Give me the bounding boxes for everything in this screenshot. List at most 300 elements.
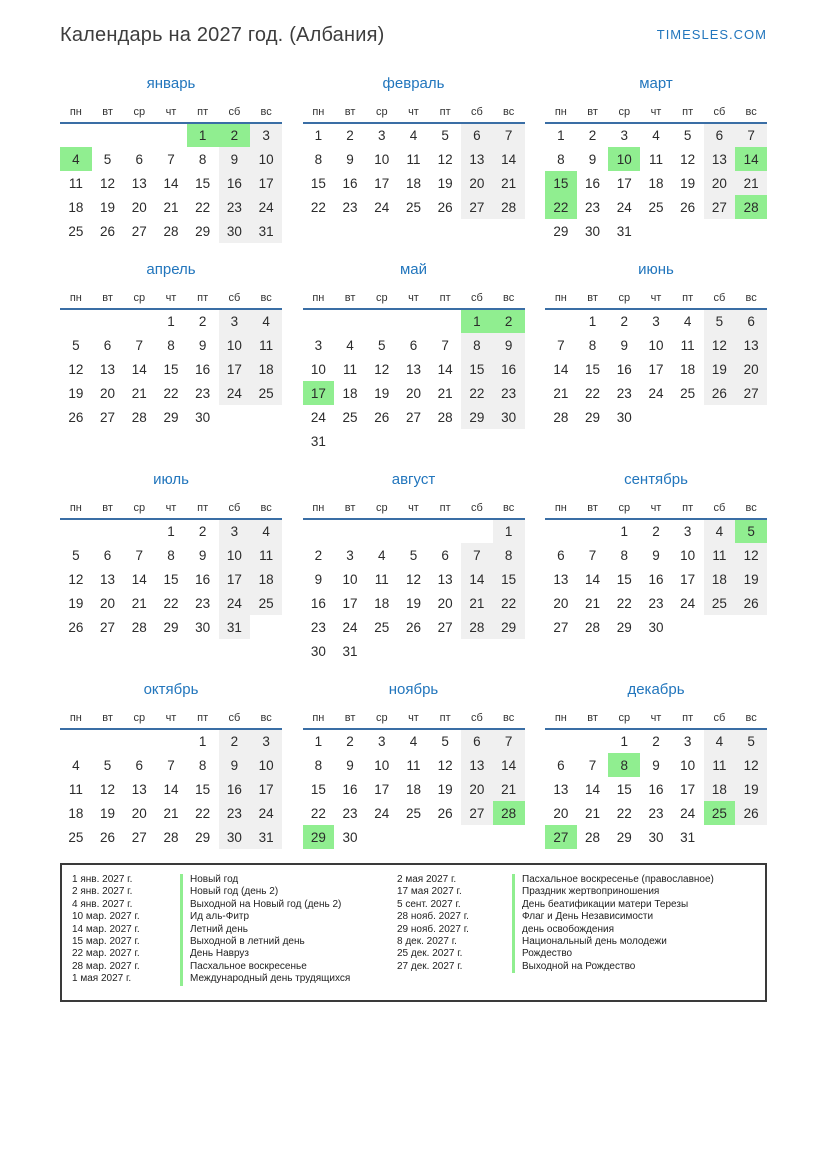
day-cell: 7 bbox=[557, 337, 565, 353]
day-cell: 23 bbox=[648, 805, 664, 821]
day-cell: 17 bbox=[616, 175, 632, 191]
week-row bbox=[545, 195, 767, 219]
day-cell: 3 bbox=[314, 337, 323, 353]
empty-cell bbox=[303, 309, 335, 333]
day-cell: 8 bbox=[314, 151, 323, 167]
months-grid bbox=[60, 75, 767, 849]
empty-cell bbox=[60, 519, 92, 543]
weekday-header: ср bbox=[123, 497, 155, 519]
day-cell: 28 bbox=[163, 829, 179, 845]
day-cell: 30 bbox=[585, 223, 601, 239]
weekday-header: чт bbox=[398, 707, 430, 729]
day-cell: 6 bbox=[135, 151, 144, 167]
day-cell: 11 bbox=[680, 337, 695, 353]
day-cell: 15 bbox=[195, 781, 211, 797]
day-cell: 25 bbox=[405, 199, 421, 215]
legend-date: 29 нояб. 2027 г. bbox=[397, 923, 469, 935]
day-cell: 27 bbox=[704, 195, 736, 219]
month-апрель bbox=[60, 261, 282, 429]
month-декабрь bbox=[545, 681, 767, 849]
weekday-header: пн bbox=[545, 707, 577, 729]
day-cell: 11 bbox=[704, 543, 736, 567]
day-cell: 20 bbox=[437, 595, 453, 611]
day-cell: 24 bbox=[250, 801, 282, 825]
week-row bbox=[60, 777, 282, 801]
week-row bbox=[60, 591, 282, 615]
weekday-header: пн bbox=[60, 497, 92, 519]
month-август bbox=[303, 471, 525, 663]
day-cell: 6 bbox=[461, 729, 493, 753]
day-cell: 29 bbox=[195, 223, 211, 239]
empty-cell bbox=[398, 309, 430, 333]
day-cell: 17 bbox=[374, 175, 390, 191]
day-cell: 5 bbox=[735, 519, 767, 543]
day-cell: 22 bbox=[310, 199, 326, 215]
weekday-header: ср bbox=[608, 707, 640, 729]
day-cell: 18 bbox=[405, 175, 421, 191]
legend-holiday-name: Выходной на Рождество bbox=[512, 961, 635, 973]
day-cell: 2 bbox=[620, 314, 629, 329]
day-cell: 21 bbox=[553, 385, 569, 401]
week-row bbox=[545, 801, 767, 825]
empty-cell bbox=[735, 825, 767, 849]
day-cell: 23 bbox=[310, 619, 326, 635]
day-cell: 13 bbox=[553, 571, 569, 587]
day-cell: 22 bbox=[310, 805, 326, 821]
weekday-header: пн bbox=[60, 707, 92, 729]
day-cell: 27 bbox=[735, 381, 767, 405]
day-cell: 27 bbox=[461, 801, 493, 825]
day-cell: 31 bbox=[616, 223, 632, 239]
weekday-header: вт bbox=[334, 497, 366, 519]
legend-date: 4 янв. 2027 г. bbox=[72, 898, 133, 910]
day-cell: 17 bbox=[680, 571, 696, 587]
week-row bbox=[545, 333, 767, 357]
day-cell: 30 bbox=[342, 829, 358, 845]
legend-holiday-name: Ид аль-Фитр bbox=[180, 911, 249, 923]
day-cell: 20 bbox=[131, 199, 147, 215]
day-cell: 17 bbox=[342, 595, 358, 611]
day-cell: 27 bbox=[437, 619, 453, 635]
weekday-header: пт bbox=[187, 707, 219, 729]
day-cell: 31 bbox=[342, 643, 358, 659]
day-cell: 13 bbox=[461, 147, 493, 171]
day-cell: 24 bbox=[374, 199, 390, 215]
day-cell: 15 bbox=[195, 175, 211, 191]
day-cell: 19 bbox=[437, 175, 453, 191]
day-cell: 18 bbox=[250, 567, 282, 591]
day-cell: 7 bbox=[493, 123, 525, 147]
month-grid bbox=[303, 497, 525, 663]
day-cell: 14 bbox=[437, 361, 453, 377]
day-cell: 28 bbox=[493, 801, 525, 825]
weekday-header: пн bbox=[303, 287, 335, 309]
day-cell: 9 bbox=[588, 151, 597, 167]
day-cell: 19 bbox=[437, 781, 453, 797]
week-row bbox=[60, 219, 282, 243]
day-cell: 3 bbox=[683, 524, 692, 539]
day-cell: 22 bbox=[585, 385, 601, 401]
empty-cell bbox=[366, 639, 398, 663]
day-cell: 20 bbox=[405, 385, 421, 401]
day-cell: 2 bbox=[652, 524, 660, 539]
day-cell: 22 bbox=[461, 381, 493, 405]
day-cell: 6 bbox=[103, 547, 112, 563]
weekday-header: пт bbox=[187, 287, 219, 309]
day-cell: 1 bbox=[198, 734, 207, 749]
weekday-header: сб bbox=[461, 497, 493, 519]
empty-cell bbox=[398, 639, 430, 663]
legend-date: 10 мар. 2027 г. bbox=[72, 911, 140, 923]
day-cell: 16 bbox=[219, 171, 251, 195]
day-cell: 7 bbox=[441, 337, 449, 353]
day-cell: 17 bbox=[648, 361, 664, 377]
month-grid bbox=[60, 101, 282, 243]
month-ноябрь bbox=[303, 681, 525, 849]
empty-cell bbox=[577, 519, 609, 543]
day-cell: 14 bbox=[461, 567, 493, 591]
day-cell: 29 bbox=[616, 619, 632, 635]
empty-cell bbox=[493, 639, 525, 663]
day-cell: 25 bbox=[704, 801, 736, 825]
day-cell: 26 bbox=[680, 199, 696, 215]
day-cell: 22 bbox=[163, 385, 179, 401]
weekday-header: вт bbox=[334, 101, 366, 123]
month-title: октябрь bbox=[143, 681, 199, 698]
legend-holiday-name: Новый год (день 2) bbox=[180, 886, 278, 898]
day-cell: 27 bbox=[545, 825, 577, 849]
day-cell: 14 bbox=[493, 147, 525, 171]
day-cell: 16 bbox=[195, 361, 211, 377]
day-cell: 15 bbox=[163, 361, 179, 377]
day-cell: 22 bbox=[545, 195, 577, 219]
day-cell: 9 bbox=[314, 571, 323, 587]
weekday-header: чт bbox=[640, 101, 672, 123]
day-cell: 31 bbox=[680, 829, 696, 845]
day-cell: 12 bbox=[680, 151, 696, 167]
week-row bbox=[303, 753, 525, 777]
day-cell: 22 bbox=[616, 595, 632, 611]
weekday-header: сб bbox=[219, 497, 251, 519]
empty-cell bbox=[123, 309, 155, 333]
weekday-header: вт bbox=[92, 287, 124, 309]
month-title: август bbox=[391, 471, 436, 488]
day-cell: 5 bbox=[378, 337, 386, 353]
day-cell: 1 bbox=[167, 524, 175, 539]
day-cell: 14 bbox=[163, 175, 179, 191]
weekday-header: чт bbox=[398, 497, 430, 519]
month-июнь bbox=[545, 261, 767, 429]
day-cell: 30 bbox=[648, 829, 664, 845]
week-row bbox=[303, 357, 525, 381]
day-cell: 7 bbox=[135, 337, 144, 353]
day-cell: 25 bbox=[250, 381, 282, 405]
site-link[interactable]: TIMESLES.COM bbox=[656, 27, 767, 42]
day-cell: 7 bbox=[167, 151, 175, 167]
week-row bbox=[303, 195, 525, 219]
day-cell: 5 bbox=[441, 734, 449, 749]
day-cell: 2 bbox=[652, 734, 660, 749]
weekday-header: вс bbox=[493, 497, 525, 519]
day-cell: 12 bbox=[100, 781, 116, 797]
weekday-header: сб bbox=[461, 101, 493, 123]
empty-cell bbox=[366, 825, 398, 849]
month-grid bbox=[303, 101, 525, 219]
day-cell: 4 bbox=[409, 128, 418, 143]
day-cell: 27 bbox=[131, 829, 147, 845]
day-cell: 24 bbox=[310, 409, 326, 425]
weekday-header: вс bbox=[735, 707, 767, 729]
empty-cell bbox=[640, 405, 672, 429]
day-cell: 19 bbox=[680, 175, 696, 191]
day-cell: 2 bbox=[219, 123, 251, 147]
day-cell: 26 bbox=[735, 801, 767, 825]
day-cell: 13 bbox=[461, 753, 493, 777]
day-cell: 17 bbox=[250, 777, 282, 801]
day-cell: 14 bbox=[163, 781, 179, 797]
day-cell: 25 bbox=[68, 829, 84, 845]
week-row bbox=[545, 147, 767, 171]
day-cell: 8 bbox=[620, 547, 629, 563]
weekday-header: чт bbox=[398, 287, 430, 309]
day-cell: 1 bbox=[461, 309, 493, 333]
empty-cell bbox=[398, 519, 430, 543]
legend-item bbox=[72, 911, 397, 923]
day-cell: 21 bbox=[131, 385, 147, 401]
day-cell: 26 bbox=[437, 805, 453, 821]
day-cell: 1 bbox=[187, 123, 219, 147]
day-cell: 19 bbox=[68, 385, 84, 401]
legend-date: 8 дек. 2027 г. bbox=[397, 936, 457, 948]
legend-date: 25 дек. 2027 г. bbox=[397, 948, 463, 960]
day-cell: 16 bbox=[310, 595, 326, 611]
day-cell: 6 bbox=[103, 337, 112, 353]
empty-cell bbox=[123, 519, 155, 543]
day-cell: 22 bbox=[163, 595, 179, 611]
day-cell: 20 bbox=[704, 171, 736, 195]
day-cell: 1 bbox=[557, 128, 565, 143]
day-cell: 31 bbox=[250, 219, 282, 243]
day-cell: 19 bbox=[704, 357, 736, 381]
weekday-header: ср bbox=[366, 101, 398, 123]
day-cell: 13 bbox=[553, 781, 569, 797]
day-cell: 29 bbox=[163, 619, 179, 635]
month-сентябрь bbox=[545, 471, 767, 639]
month-grid bbox=[303, 707, 525, 849]
day-cell: 21 bbox=[163, 805, 179, 821]
day-cell: 13 bbox=[100, 571, 116, 587]
weekday-header: пт bbox=[429, 497, 461, 519]
empty-cell bbox=[429, 825, 461, 849]
day-cell: 20 bbox=[461, 777, 493, 801]
day-cell: 7 bbox=[167, 757, 175, 773]
weekday-header: вт bbox=[577, 287, 609, 309]
weekday-header: вт bbox=[577, 101, 609, 123]
day-cell: 4 bbox=[409, 734, 418, 749]
legend-holiday-name: Рождество bbox=[512, 948, 572, 960]
day-cell: 25 bbox=[342, 409, 358, 425]
day-cell: 18 bbox=[250, 357, 282, 381]
weekday-header: пт bbox=[672, 707, 704, 729]
day-cell: 23 bbox=[493, 381, 525, 405]
day-cell: 15 bbox=[461, 357, 493, 381]
day-cell: 9 bbox=[346, 757, 354, 773]
week-row bbox=[303, 333, 525, 357]
day-cell: 11 bbox=[704, 753, 736, 777]
day-cell: 3 bbox=[219, 519, 251, 543]
day-cell: 20 bbox=[735, 357, 767, 381]
day-cell: 16 bbox=[195, 571, 211, 587]
week-row bbox=[303, 543, 525, 567]
day-cell: 9 bbox=[198, 337, 207, 353]
week-row bbox=[303, 147, 525, 171]
weekday-header: вс bbox=[735, 101, 767, 123]
day-cell: 5 bbox=[441, 128, 449, 143]
empty-cell bbox=[545, 519, 577, 543]
day-cell: 2 bbox=[588, 128, 597, 143]
week-row bbox=[60, 519, 282, 543]
month-март bbox=[545, 75, 767, 243]
week-row bbox=[60, 543, 282, 567]
legend-holiday-name: Международный день трудящихся bbox=[180, 973, 350, 985]
day-cell: 6 bbox=[735, 309, 767, 333]
day-cell: 18 bbox=[405, 781, 421, 797]
day-cell: 9 bbox=[493, 333, 525, 357]
day-cell: 27 bbox=[553, 619, 569, 635]
day-cell: 13 bbox=[735, 333, 767, 357]
day-cell: 16 bbox=[648, 571, 664, 587]
week-row bbox=[303, 381, 525, 405]
day-cell: 23 bbox=[219, 801, 251, 825]
empty-cell bbox=[735, 405, 767, 429]
weekday-header: ср bbox=[123, 101, 155, 123]
month-июль bbox=[60, 471, 282, 639]
day-cell: 24 bbox=[648, 385, 664, 401]
day-cell: 10 bbox=[250, 753, 282, 777]
day-cell: 25 bbox=[405, 805, 421, 821]
day-cell: 30 bbox=[616, 409, 632, 425]
day-cell: 9 bbox=[652, 547, 660, 563]
week-row bbox=[60, 729, 282, 753]
week-row bbox=[60, 405, 282, 429]
legend-holiday-name: День беатификации матери Терезы bbox=[512, 899, 688, 911]
legend-item bbox=[72, 961, 397, 973]
weekday-header: вт bbox=[334, 707, 366, 729]
day-cell: 24 bbox=[250, 195, 282, 219]
legend-date: 1 янв. 2027 г. bbox=[72, 874, 133, 885]
day-cell: 26 bbox=[437, 199, 453, 215]
day-cell: 26 bbox=[68, 409, 84, 425]
empty-cell bbox=[155, 729, 187, 753]
day-cell: 17 bbox=[219, 567, 251, 591]
day-cell: 11 bbox=[250, 543, 282, 567]
day-cell: 22 bbox=[195, 805, 211, 821]
legend-item bbox=[72, 948, 397, 960]
day-cell: 26 bbox=[735, 591, 767, 615]
weekday-header: вс bbox=[735, 287, 767, 309]
day-cell: 4 bbox=[72, 757, 80, 773]
weekday-header: чт bbox=[640, 497, 672, 519]
empty-cell bbox=[92, 519, 124, 543]
day-cell: 19 bbox=[405, 595, 421, 611]
day-cell: 21 bbox=[437, 385, 453, 401]
weekday-header: сб bbox=[219, 287, 251, 309]
empty-cell bbox=[672, 219, 704, 243]
day-cell: 17 bbox=[250, 171, 282, 195]
day-cell: 28 bbox=[553, 409, 569, 425]
legend-item bbox=[72, 886, 397, 898]
legend-item bbox=[397, 948, 755, 960]
weekday-header: пт bbox=[429, 707, 461, 729]
page-header bbox=[0, 0, 827, 47]
day-cell: 11 bbox=[68, 781, 83, 797]
day-cell: 20 bbox=[553, 805, 569, 821]
month-январь bbox=[60, 75, 282, 243]
empty-cell bbox=[92, 309, 124, 333]
day-cell: 10 bbox=[608, 147, 640, 171]
day-cell: 2 bbox=[346, 734, 354, 749]
empty-cell bbox=[334, 519, 366, 543]
day-cell: 14 bbox=[131, 571, 147, 587]
weekday-header: ср bbox=[366, 707, 398, 729]
legend-holiday-name: день освобождения bbox=[512, 924, 614, 936]
day-cell: 11 bbox=[374, 571, 389, 587]
day-cell: 26 bbox=[68, 619, 84, 635]
empty-cell bbox=[92, 729, 124, 753]
week-row bbox=[303, 639, 525, 663]
day-cell: 31 bbox=[310, 433, 326, 449]
week-row bbox=[60, 147, 282, 171]
day-cell: 31 bbox=[250, 825, 282, 849]
legend-holiday-name: Выходной в летний день bbox=[180, 936, 305, 948]
week-row bbox=[545, 171, 767, 195]
weekday-header: пн bbox=[303, 101, 335, 123]
day-cell: 20 bbox=[553, 595, 569, 611]
day-cell: 2 bbox=[314, 547, 323, 563]
day-cell: 9 bbox=[346, 151, 354, 167]
weekday-header: пн bbox=[60, 287, 92, 309]
week-row bbox=[303, 123, 525, 147]
day-cell: 28 bbox=[131, 409, 147, 425]
day-cell: 8 bbox=[608, 753, 640, 777]
weekday-header: вс bbox=[735, 497, 767, 519]
week-row bbox=[545, 123, 767, 147]
week-row bbox=[545, 777, 767, 801]
day-cell: 3 bbox=[683, 734, 692, 749]
empty-cell bbox=[123, 729, 155, 753]
day-cell: 1 bbox=[620, 524, 629, 539]
legend-item bbox=[397, 886, 755, 898]
weekday-header: ср bbox=[366, 497, 398, 519]
day-cell: 7 bbox=[588, 547, 597, 563]
week-row bbox=[60, 195, 282, 219]
weekday-header: пн bbox=[303, 497, 335, 519]
day-cell: 18 bbox=[648, 175, 664, 191]
day-cell: 23 bbox=[648, 595, 664, 611]
weekday-header: пт bbox=[672, 101, 704, 123]
day-cell: 23 bbox=[585, 199, 601, 215]
week-row bbox=[60, 171, 282, 195]
day-cell: 5 bbox=[683, 128, 692, 143]
weekday-header: вт bbox=[92, 101, 124, 123]
month-grid bbox=[60, 497, 282, 639]
weekday-header: пт bbox=[672, 497, 704, 519]
weekday-header: чт bbox=[155, 101, 187, 123]
holiday-legend bbox=[60, 863, 767, 1002]
empty-cell bbox=[429, 519, 461, 543]
day-cell: 24 bbox=[680, 805, 696, 821]
day-cell: 1 bbox=[314, 128, 323, 143]
